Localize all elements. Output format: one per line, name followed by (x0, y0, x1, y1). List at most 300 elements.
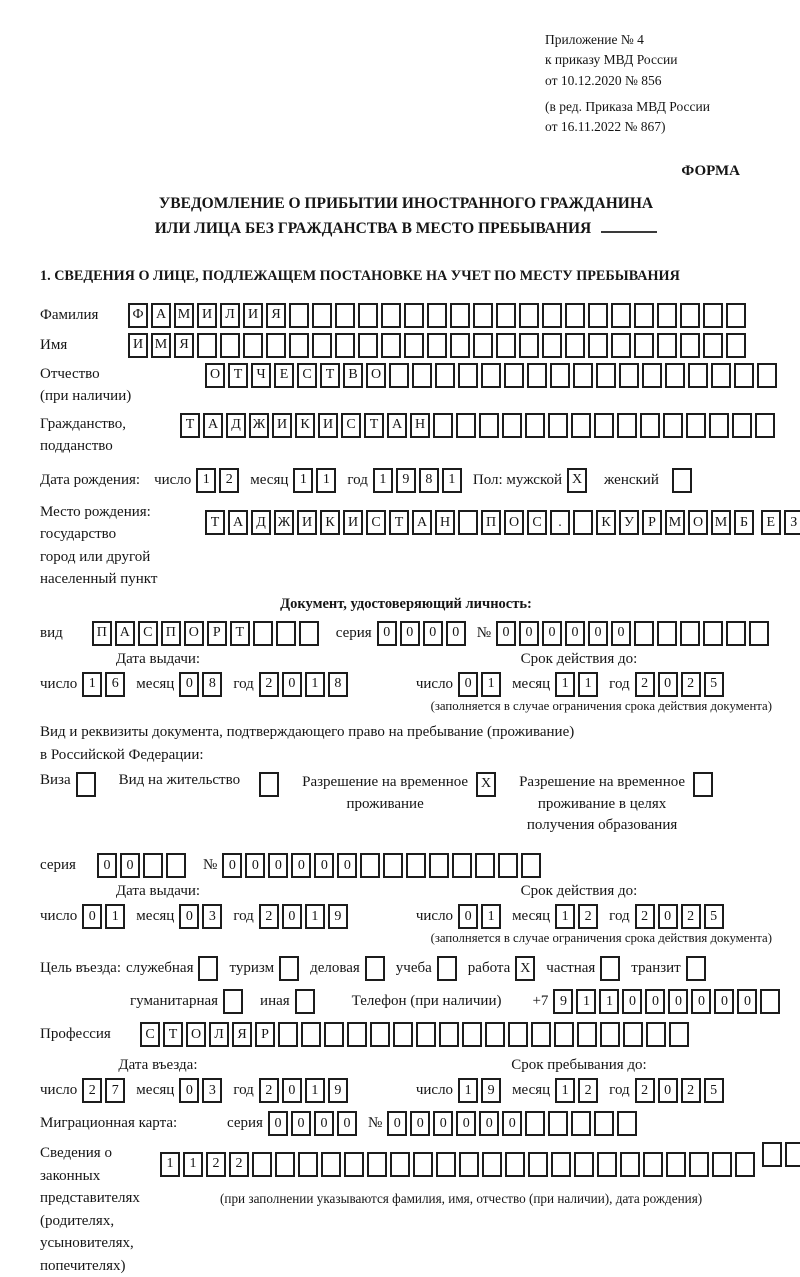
char-box (596, 363, 616, 388)
char-box: 0 (496, 621, 516, 646)
char-box: 0 (611, 621, 631, 646)
purpose-other-label: иная (260, 993, 290, 1010)
char-box (749, 621, 769, 646)
char-box: И (197, 303, 217, 328)
char-box: С (341, 413, 361, 438)
char-box (439, 1022, 459, 1047)
char-box: 0 (268, 853, 288, 878)
char-box (473, 303, 493, 328)
char-box: 0 (179, 904, 199, 929)
day-label: число (40, 1082, 78, 1099)
char-box: 1 (196, 468, 216, 493)
residence-number-label: № (203, 857, 218, 874)
char-box: 0 (658, 1078, 678, 1103)
char-box: Н (410, 413, 430, 438)
purpose-tourism-label: туризм (229, 960, 275, 977)
char-box (680, 333, 700, 358)
title-line1: УВЕДОМЛЕНИЕ О ПРИБЫТИИ ИНОСТРАННОГО ГРАЖДАНИНА (158, 195, 654, 213)
char-box: 2 (259, 904, 279, 929)
char-box (298, 1152, 318, 1177)
patronymic-boxes (205, 363, 780, 388)
purpose-tourism-checkbox (279, 956, 302, 981)
char-box (611, 333, 631, 358)
char-box: 0 (479, 1111, 499, 1136)
char-box (312, 333, 332, 358)
year-label: год (609, 908, 630, 925)
char-box: 0 (502, 1111, 522, 1136)
char-box: А (228, 510, 248, 535)
char-box (370, 1022, 390, 1047)
char-box (289, 333, 309, 358)
doc-number-boxes (496, 621, 772, 646)
char-box: М (711, 510, 731, 535)
residence-series-label: серия (40, 857, 76, 874)
year-label: год (233, 908, 254, 925)
char-box (381, 333, 401, 358)
char-box (437, 956, 457, 981)
name-row (40, 333, 772, 358)
char-box: 0 (179, 672, 199, 697)
char-box: 1 (316, 468, 336, 493)
char-box: Ф (128, 303, 148, 328)
char-box (452, 853, 472, 878)
residence-issue-header: Дата выдачи: (115, 883, 201, 900)
char-box (335, 333, 355, 358)
char-box: С (138, 621, 158, 646)
representatives-note: (при заполнении указываются фамилия, имя, отчество (при наличии), дата рождения) (220, 1190, 703, 1206)
visa-label: Виза (40, 771, 71, 788)
char-box (709, 413, 729, 438)
migration-series-boxes (268, 1111, 360, 1136)
char-box (365, 956, 385, 981)
char-box: 2 (259, 1078, 279, 1103)
char-box (577, 1022, 597, 1047)
char-box (703, 621, 723, 646)
char-box: 0 (282, 672, 302, 697)
residence-series-boxes (97, 853, 189, 878)
purpose-work-label: работа (467, 960, 511, 977)
char-box: М (665, 510, 685, 535)
month-label: месяц (250, 471, 289, 488)
char-box (634, 621, 654, 646)
char-box: Т (364, 413, 384, 438)
char-box: 2 (219, 468, 239, 493)
residence-date-values (40, 904, 772, 929)
char-box: К (320, 510, 340, 535)
char-box (462, 1022, 482, 1047)
birthplace-boxes-row1 (205, 510, 757, 535)
entry-date-values (40, 1078, 772, 1103)
char-box (504, 363, 524, 388)
name-boxes (128, 333, 749, 358)
temp-residence-edu-option (519, 772, 716, 837)
char-box: У (619, 510, 639, 535)
char-box: Я (232, 1022, 252, 1047)
entry-date-header: Дата въезда: (118, 1057, 198, 1074)
char-box: 2 (681, 672, 701, 697)
char-box (481, 363, 501, 388)
char-box (634, 303, 654, 328)
birthplace-boxes (205, 501, 800, 540)
char-box: В (343, 363, 363, 388)
patronymic-row (40, 363, 772, 408)
char-box (548, 1111, 568, 1136)
char-box (735, 1152, 755, 1177)
day-label: число (40, 675, 78, 692)
purpose-other-checkbox (295, 989, 318, 1014)
char-box (680, 621, 700, 646)
char-box: Т (228, 363, 248, 388)
passport-issue-day (82, 672, 128, 697)
temp-residence-label-line2: проживание (346, 795, 424, 812)
representatives-label-line4: (родителях, (40, 1212, 115, 1229)
phone-boxes (553, 989, 783, 1014)
char-box (166, 853, 186, 878)
representatives-label-line5: усыновителях, (40, 1235, 134, 1252)
char-box: М (151, 333, 171, 358)
char-box (458, 363, 478, 388)
char-box: А (203, 413, 223, 438)
entry-year (259, 1078, 351, 1103)
char-box (276, 621, 296, 646)
identity-doc-heading: Документ, удостоверяющий личность: (280, 595, 532, 612)
char-box (623, 1022, 643, 1047)
char-box (324, 1022, 344, 1047)
char-box (760, 989, 780, 1014)
char-box (531, 1022, 551, 1047)
char-box: 0 (423, 621, 443, 646)
char-box (406, 853, 426, 878)
char-box: 2 (578, 904, 598, 929)
residence-valid-year (635, 904, 727, 929)
char-box: 1 (305, 1078, 325, 1103)
revision-line: от 16.11.2022 № 867) (545, 119, 666, 134)
section1-heading: 1. СВЕДЕНИЯ О ЛИЦЕ, ПОДЛЕЖАЩЕМ ПОСТАНОВКЕ НА УЧЕТ ПО МЕСТУ ПРЕБЫВАНИЯ (40, 267, 680, 284)
char-box (686, 956, 706, 981)
char-box: 1 (599, 989, 619, 1014)
char-box (383, 853, 403, 878)
char-box: И (318, 413, 338, 438)
char-box: 0 (458, 672, 478, 697)
char-box: 0 (410, 1111, 430, 1136)
birthplace-label-line4: населенный пункт (40, 571, 158, 588)
birthplace-label-line3: город или другой (40, 548, 151, 565)
char-box (571, 413, 591, 438)
char-box: 9 (553, 989, 573, 1014)
char-box: Н (435, 510, 455, 535)
day-label: число (40, 908, 78, 925)
char-box: 1 (373, 468, 393, 493)
char-box (574, 1152, 594, 1177)
char-box: 9 (481, 1078, 501, 1103)
stay-month (555, 1078, 601, 1103)
passport-valid-year (635, 672, 727, 697)
char-box: 1 (481, 672, 501, 697)
year-label: год (233, 1082, 254, 1099)
char-box: О (688, 510, 708, 535)
char-box: А (151, 303, 171, 328)
representatives-label-line3: представителях (40, 1190, 140, 1207)
char-box: 0 (82, 904, 102, 929)
char-box (565, 303, 585, 328)
char-box: И (128, 333, 148, 358)
char-box: 1 (442, 468, 462, 493)
char-box: Я (174, 333, 194, 358)
entry-date-headers (40, 1057, 772, 1076)
birthdate-label: Дата рождения: (40, 471, 141, 488)
char-box: К (295, 413, 315, 438)
temp-residence-checkbox (476, 772, 499, 797)
char-box (473, 333, 493, 358)
char-box (335, 303, 355, 328)
char-box: 0 (446, 621, 466, 646)
phone-label: Телефон (при наличии) (351, 993, 502, 1010)
char-box (554, 1022, 574, 1047)
patronymic-label-line2: (при наличии) (40, 388, 132, 405)
char-box (279, 956, 299, 981)
char-box (301, 1022, 321, 1047)
char-box (617, 413, 637, 438)
char-box: 9 (328, 904, 348, 929)
char-box (600, 1022, 620, 1047)
birth-year-boxes (373, 468, 465, 493)
temp-residence-edu-label-line3: получения образования (526, 817, 678, 834)
residence-valid-day (458, 904, 504, 929)
form-label: ФОРМА (681, 163, 740, 180)
birthplace-label-line1: Место рождения: (40, 503, 151, 520)
char-box (757, 363, 777, 388)
char-box (358, 333, 378, 358)
day-label: число (154, 471, 192, 488)
char-box: 1 (555, 672, 575, 697)
char-box: 1 (576, 989, 596, 1014)
char-box: 0 (542, 621, 562, 646)
char-box: 0 (588, 621, 608, 646)
representatives-label (40, 1142, 160, 1277)
char-box: Б (734, 510, 754, 535)
appendix-line: от 10.12.2020 № 856 (545, 72, 662, 88)
char-box: 1 (160, 1152, 180, 1177)
char-box: Е (274, 363, 294, 388)
char-box (435, 363, 455, 388)
citizenship-boxes (180, 413, 778, 438)
char-box (646, 1022, 666, 1047)
char-box: 0 (658, 672, 678, 697)
char-box (762, 1142, 782, 1167)
char-box: А (387, 413, 407, 438)
char-box (726, 621, 746, 646)
char-box: 2 (635, 672, 655, 697)
char-box: 0 (314, 853, 334, 878)
representatives-label-line1: Сведения о (40, 1145, 112, 1162)
char-box (642, 363, 662, 388)
month-label: месяц (136, 908, 175, 925)
char-box: 0 (282, 904, 302, 929)
char-box (266, 333, 286, 358)
char-box: Р (642, 510, 662, 535)
char-box (657, 333, 677, 358)
profession-boxes (140, 1022, 692, 1047)
char-box (312, 303, 332, 328)
citizenship-label-line1: Гражданство, (40, 415, 127, 432)
representatives-row (40, 1142, 772, 1277)
char-box (76, 772, 96, 797)
char-box (542, 303, 562, 328)
char-box: Д (226, 413, 246, 438)
char-box (253, 621, 273, 646)
birthplace-label (40, 501, 205, 591)
char-box (525, 413, 545, 438)
char-box (666, 1152, 686, 1177)
char-box: И (243, 303, 263, 328)
purpose-humanitarian-label: гуманитарная (130, 993, 219, 1010)
residence-valid-month (555, 904, 601, 929)
char-box: 1 (305, 904, 325, 929)
char-box (393, 1022, 413, 1047)
char-box: 1 (458, 1078, 478, 1103)
residence-doc-options (40, 772, 772, 837)
char-box: И (343, 510, 363, 535)
char-box: 9 (396, 468, 416, 493)
appendix-line: Приложение № 4 (545, 32, 644, 47)
char-box: 3 (202, 904, 222, 929)
char-box: 1 (555, 1078, 575, 1103)
char-box (525, 1111, 545, 1136)
birth-day-boxes (196, 468, 242, 493)
residence-doc-intro1: Вид и реквизиты документа, подтверждающего право на пребывание (проживание) (40, 723, 575, 740)
purpose-commercial-label: деловая (310, 960, 360, 977)
entry-month (179, 1078, 225, 1103)
residence-issue-year (259, 904, 351, 929)
char-box: 0 (268, 1111, 288, 1136)
char-box: 7 (105, 1078, 125, 1103)
char-box: 1 (82, 672, 102, 697)
char-box: Ч (251, 363, 271, 388)
purpose-private-checkbox (600, 956, 623, 981)
char-box (594, 413, 614, 438)
char-box: 2 (635, 1078, 655, 1103)
char-box: 0 (291, 853, 311, 878)
char-box: Л (209, 1022, 229, 1047)
char-box: 0 (222, 853, 242, 878)
char-box (726, 303, 746, 328)
appendix-header (545, 30, 760, 137)
char-box: 0 (179, 1078, 199, 1103)
purpose-private-label: частная (546, 960, 596, 977)
char-box (551, 1152, 571, 1177)
gender-male-checkbox (567, 468, 590, 493)
entry-day (82, 1078, 128, 1103)
gender-male-label: Пол: мужской (472, 471, 563, 488)
surname-row (40, 303, 772, 328)
char-box (686, 413, 706, 438)
representatives-boxes-row1 (160, 1152, 758, 1177)
day-label: число (415, 908, 454, 925)
purpose-business-checkbox (198, 956, 221, 981)
representatives-label-line2: законных (40, 1167, 101, 1184)
page-title (40, 192, 772, 242)
char-box (640, 413, 660, 438)
char-box: 2 (82, 1078, 102, 1103)
char-box: 5 (704, 1078, 724, 1103)
char-box (404, 303, 424, 328)
residence-number-boxes (222, 853, 544, 878)
char-box: А (115, 621, 135, 646)
char-box (643, 1152, 663, 1177)
char-box: 2 (681, 1078, 701, 1103)
char-box (527, 363, 547, 388)
citizenship-row (40, 413, 772, 458)
purpose-transit-label: транзит (631, 960, 681, 977)
char-box (252, 1152, 272, 1177)
char-box: К (596, 510, 616, 535)
purpose-humanitarian-checkbox (223, 989, 246, 1014)
purpose-business-label: служебная (125, 960, 194, 977)
char-box (275, 1152, 295, 1177)
month-label: месяц (136, 1082, 175, 1099)
passport-validity-date (356, 672, 772, 697)
residence-validity-date (356, 904, 772, 929)
char-box: З (784, 510, 800, 535)
name-label: Имя (40, 336, 68, 353)
char-box: Т (205, 510, 225, 535)
char-box (665, 363, 685, 388)
char-box: Д (251, 510, 271, 535)
char-box: П (481, 510, 501, 535)
char-box (412, 363, 432, 388)
char-box (680, 303, 700, 328)
char-box (663, 413, 683, 438)
stay-year (635, 1078, 727, 1103)
char-box (565, 333, 585, 358)
char-box (344, 1152, 364, 1177)
char-box (459, 1152, 479, 1177)
passport-issue-header: Дата выдачи: (115, 650, 201, 667)
char-box: О (186, 1022, 206, 1047)
char-box: П (161, 621, 181, 646)
char-box (289, 303, 309, 328)
temp-residence-edu-label-line1: Разрешение на временное (519, 773, 686, 790)
char-box (620, 1152, 640, 1177)
day-label: число (415, 675, 454, 692)
char-box (502, 413, 522, 438)
stay-until-header: Срок пребывания до: (511, 1057, 647, 1074)
char-box (573, 510, 593, 535)
temp-residence-option (302, 772, 499, 816)
char-box (347, 1022, 367, 1047)
char-box: 8 (419, 468, 439, 493)
char-box: 1 (555, 904, 575, 929)
char-box (381, 303, 401, 328)
char-box (295, 989, 315, 1014)
char-box (669, 1022, 689, 1047)
doc-type-boxes (92, 621, 322, 646)
residence-issue-date (40, 904, 356, 929)
char-box (223, 989, 243, 1014)
temp-residence-edu-checkbox (693, 772, 716, 797)
char-box (389, 363, 409, 388)
char-box: 8 (328, 672, 348, 697)
char-box: 1 (105, 904, 125, 929)
char-box: Р (207, 621, 227, 646)
migration-number-boxes (387, 1111, 640, 1136)
passport-valid-day (458, 672, 504, 697)
passport-validity-header: Срок действия до: (520, 650, 638, 667)
purpose-work-checkbox (515, 956, 538, 981)
char-box: М (174, 303, 194, 328)
purpose-study-checkbox (437, 956, 460, 981)
temp-residence-edu-label (519, 772, 685, 837)
